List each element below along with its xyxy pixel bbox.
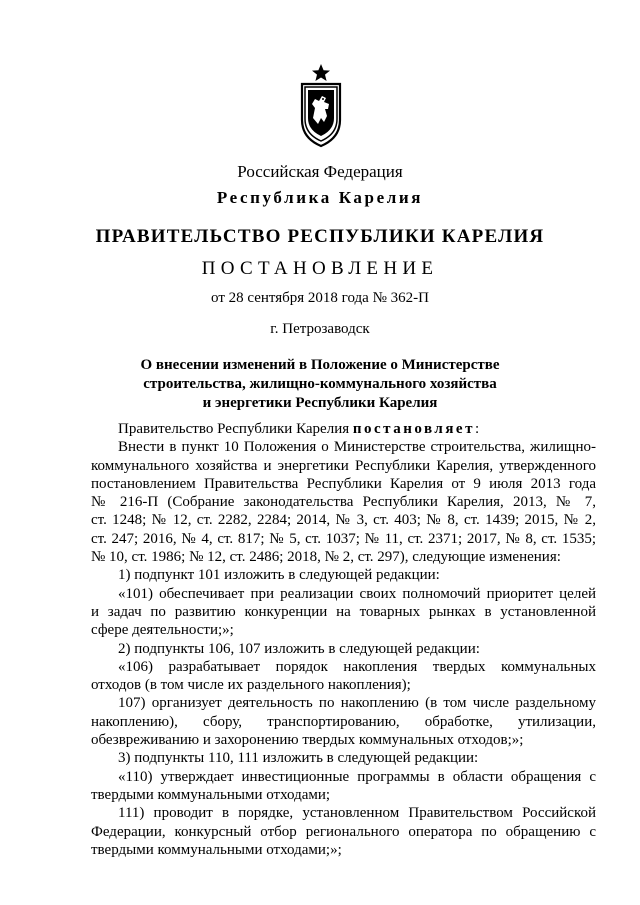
body-line: ст. 247; 2016, № 4, ст. 817; № 5, ст. 1037; № 11, ст. 2371; 2017, № 8, ст. 1535; xyxy=(91,530,596,547)
body-line: твердыми коммунальными отходами; xyxy=(91,786,331,803)
body-line: «106) разрабатывает порядок накопления твердых коммунальных xyxy=(118,658,596,675)
subject-line-2: строительства, жилищно-коммунального хозяйства xyxy=(143,376,497,392)
body-line: «101) обеспечивает при реализации своих полномочий приоритет целей xyxy=(118,585,596,602)
body-line: накоплению), сбору, транспортированию, обработке, утилизации, xyxy=(91,713,596,730)
body-line: сфере деятельности;»; xyxy=(91,622,234,639)
country-name: Российская Федерация xyxy=(237,162,403,181)
body-line: твердыми коммунальными отходами;»; xyxy=(91,841,342,858)
government-title: ПРАВИТЕЛЬСТВО РЕСПУБЛИКИ КАРЕЛИЯ xyxy=(95,226,545,247)
document-city: г. Петрозаводск xyxy=(270,321,370,337)
body-line: и задач по развитию конкуренции на товарных рынках в установленной xyxy=(91,603,596,620)
amendment-1-heading: 1) подпункт 101 изложить в следующей редакции: xyxy=(118,567,440,584)
resolution-lead: Правительство Республики Карелия xyxy=(118,421,353,437)
amendment-2-heading: 2) подпункты 106, 107 изложить в следующей редакции: xyxy=(118,640,480,657)
body-line: Федерации, конкурсный отбор регионального оператора по обращению с xyxy=(91,823,596,840)
body-line: 107) организует деятельность по накоплению (в том числе раздельному xyxy=(118,695,596,712)
document-body xyxy=(91,420,596,859)
body-line: обезвреживанию и захоронению твердых коммунальных отходов;»; xyxy=(91,732,524,749)
body-line: 111) проводит в порядке, установленном Правительством Российской xyxy=(118,805,596,822)
subject-line-3: и энергетики Республики Карелия xyxy=(202,395,438,411)
body-line: коммунального хозяйства и энергетики Республики Карелия, утвержденного xyxy=(91,457,596,474)
amendment-3-heading: 3) подпункты 110, 111 изложить в следующей редакции: xyxy=(118,750,479,767)
subject-line-1: О внесении изменений в Положение о Министерстве xyxy=(140,357,500,373)
resolution-clause xyxy=(91,420,596,438)
body-line: № 10, ст. 1986; № 12, ст. 2486; 2018, № 2, ст. 297), следующие изменения: xyxy=(91,549,561,566)
document-type: ПОСТАНОВЛЕНИЕ xyxy=(201,258,439,279)
resolution-verb: постановляет xyxy=(352,421,475,437)
resolution-colon: : xyxy=(474,421,480,437)
document-date-number: от 28 сентября 2018 года № 362-П xyxy=(211,290,429,306)
karelia-coat-of-arms xyxy=(296,62,346,148)
body-line: «110) утверждает инвестиционные программы в области обращения с xyxy=(118,768,596,785)
body-line: отходов (в том числе их раздельного накопления); xyxy=(91,677,411,694)
body-line: № 216-П (Собрание законодательства Республики Карелия, 2013, № 7, xyxy=(91,494,596,511)
body-line: постановлением Правительства Республики Карелия от 9 июля 2013 года xyxy=(91,475,596,492)
body-line: ст. 1248; № 12, ст. 2282, 2284; 2014, № 3, ст. 403; № 8, ст. 1439; 2015, № 2, xyxy=(91,512,596,529)
republic-name: Республика Карелия xyxy=(216,188,424,207)
body-line: Внести в пункт 10 Положения о Министерстве строительства, жилищно- xyxy=(118,439,596,456)
